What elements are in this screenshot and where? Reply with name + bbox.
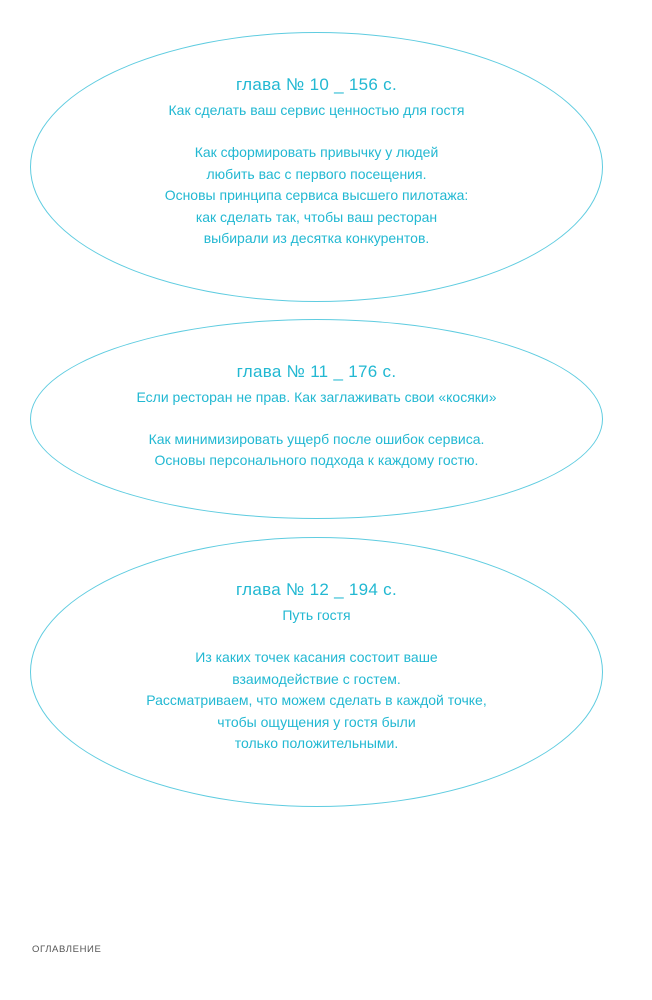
chapter-11-desc-line: Как минимизировать ущерб после ошибок сервиса.	[148, 430, 485, 447]
chapter-12-desc-line: взаимодействие с гостем.	[232, 670, 401, 687]
chapter-10-desc-line: выбирали из десятка конкурентов.	[203, 230, 430, 247]
chapter-12-desc-line: только положительными.	[234, 735, 399, 752]
chapter-10-heading: глава № 10 _ 156 с.	[235, 75, 397, 95]
chapter-10-oval	[30, 32, 603, 302]
chapter-12-desc-line: Рассматриваем, что можем сделать в каждой точке,	[146, 692, 487, 709]
chapter-12-desc-line: чтобы ощущения у гостя были	[217, 713, 416, 730]
chapter-11-subtitle: Если ресторан не прав. Как заглаживать свои «косяки»	[136, 388, 497, 405]
chapter-11-heading: глава № 11 _ 176 с.	[236, 361, 397, 381]
chapter-12-desc-line: Из каких точек касания состоит ваше	[195, 649, 438, 666]
chapter-10-desc-line: любить вас с первого посещения.	[206, 165, 427, 182]
chapter-12-content	[146, 579, 486, 755]
chapter-12-heading: глава № 12 _ 194 с.	[235, 580, 397, 600]
chapter-11-desc-line: Основы персонального подхода к каждому гостю.	[154, 452, 479, 468]
chapter-10-desc-line: Основы принципа сервиса высшего пилотажа:	[164, 187, 469, 204]
chapter-11-content	[136, 361, 496, 472]
footer-section-label: ОГЛАВЛЕНИЕ	[32, 944, 102, 955]
chapter-10-subtitle: Как сделать ваш сервис ценностью для гостя	[168, 102, 465, 119]
chapter-10-content	[165, 74, 469, 250]
chapter-10-desc-line: как сделать так, чтобы ваш ресторан	[195, 208, 438, 225]
chapter-12-subtitle: Путь гостя	[282, 607, 351, 624]
chapter-11-description	[136, 429, 496, 472]
chapter-10-desc-line: Как сформировать привычку у людей	[194, 144, 439, 161]
chapter-11-oval	[30, 319, 603, 519]
chapter-10-description	[165, 142, 469, 250]
chapter-12-description	[146, 647, 486, 755]
chapter-12-oval	[30, 537, 603, 807]
